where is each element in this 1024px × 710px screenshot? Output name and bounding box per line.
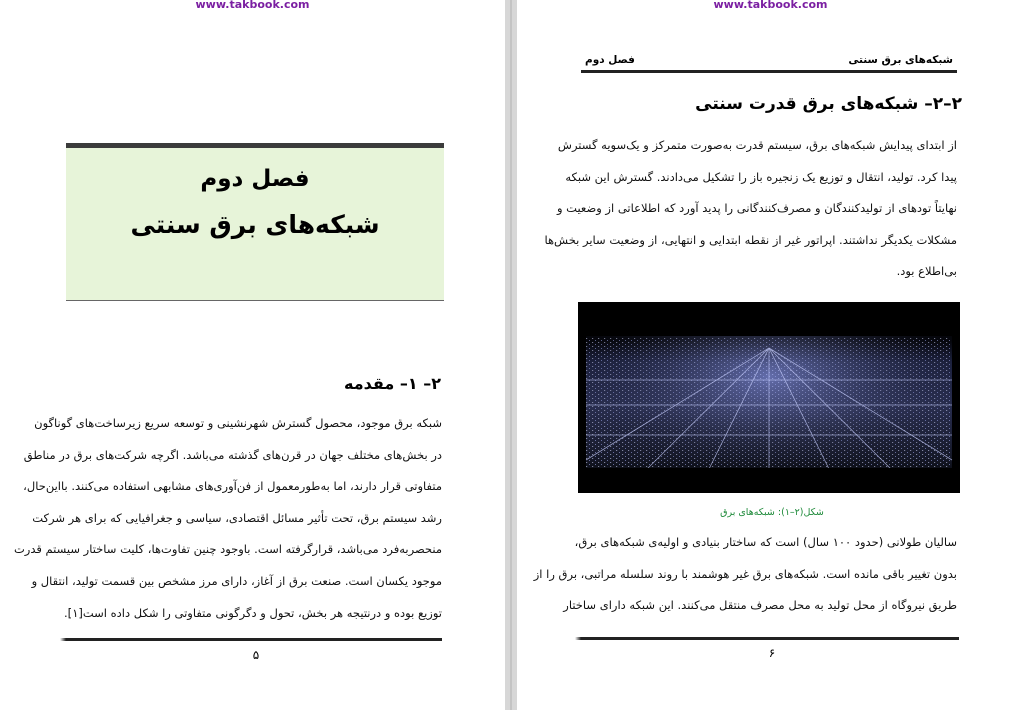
figure-city-lights — [578, 302, 960, 493]
paragraph-line: نهایتاً تودهای از تولیدکنندگان و مصرف‌کنندگانی را پدید آورد که اطلاعاتی از وضعیت و — [556, 201, 957, 216]
running-header — [581, 52, 957, 73]
paragraph-line: متفاوتی قرار دارند، اما به‌طورمعمول از فن‌آوری‌های مشابهی استفاده می‌کنند. بااین‌حال، — [23, 479, 442, 494]
figure-caption: شکل(۲–۱): شبکه‌های برق — [720, 507, 824, 518]
page-number: ۶ — [768, 646, 776, 660]
footer-rule — [581, 637, 959, 640]
paragraph-line: شبکه برق موجود، محصول گسترش شهرنشینی و توسعه سریع زیرساخت‌های گوناگون — [34, 416, 442, 430]
city-lights-image — [586, 310, 952, 485]
footer-rule — [66, 638, 442, 641]
paragraph-line: بی‌اطلاع بود. — [896, 264, 957, 279]
paragraph-line: توزیع بوده و درنتیجه هر بخش، تحول و دگرگونی متفاوتی را شکل داده است[۱]. — [64, 605, 442, 620]
running-head-title: شبکه‌های برق سنتی — [848, 54, 953, 66]
chapter-number: فصل دوم — [200, 166, 310, 192]
page-number: ۵ — [252, 648, 260, 662]
section-heading-introduction: ۲– ۱– مقدمه — [344, 374, 441, 393]
introduction-paragraph — [13, 408, 442, 629]
chapter-title-box — [66, 143, 444, 301]
paragraph-line: رشد سیستم برق، تحت تأثیر مسائل اقتصادی، سیاسی و جغرافیایی که برای هر شرکت — [32, 510, 442, 525]
paragraph-line: مشکلات یکدیگر نداشتند. اپراتور غیر از نقطه ابتدایی و انتهایی، از وضعیت سایر بخش‌ها — [544, 232, 957, 247]
watermark: www.takbook.com — [713, 0, 828, 11]
running-head-chapter: فصل دوم — [585, 54, 635, 66]
paragraph-line: پیدا کرد. تولید، انتقال و توزیع یک زنجیره باز را تشکیل می‌دادند. گسترش این شبکه — [565, 169, 957, 184]
paragraph-line: در بخش‌های مختلف جهان در قرن‌های گذشته می‌باشد. اگرچه شرکت‌های برق در مناطق — [23, 447, 442, 462]
paragraph-line: از ابتدای پیدایش شبکه‌های برق، سیستم قدرت به‌صورت متمرکز و یک‌سویه گسترش — [557, 138, 957, 152]
paragraph-line: طریق نیروگاه از محل تولید به محل مصرف منتقل می‌کنند. این شبکه دارای ساختار — [563, 598, 957, 613]
watermark: www.takbook.com — [195, 0, 310, 11]
paragraph-line: بدون تغییر باقی مانده است. شبکه‌های برق غیر هوشمند با روند سلسله مراتبی، برق را از — [533, 566, 957, 581]
paragraph-line: موجود یکسان است. صنعت برق از آغاز، دارای مرز مشخص بین قسمت تولید، انتقال و — [31, 573, 442, 588]
chapter-title: شبکه‌های برق سنتی — [130, 210, 380, 239]
paragraph-2 — [533, 527, 957, 622]
right-page — [517, 0, 1024, 710]
paragraph-1 — [544, 130, 957, 288]
book-gutter — [505, 0, 517, 710]
paragraph-line: سالیان طولانی (حدود ۱۰۰ سال) است که ساختار بنیادی و اولیه‌ی شبکه‌های برق، — [574, 535, 957, 549]
left-page — [0, 0, 505, 710]
section-heading-traditional-grids: ۲–۲– شبکه‌های برق قدرت سنتی — [695, 94, 962, 114]
paragraph-line: منحصربه‌فرد می‌باشد، قرارگرفته است. باوجود چنین تفاوت‌ها، کلیت ساختار سیستم قدرت — [13, 542, 442, 557]
